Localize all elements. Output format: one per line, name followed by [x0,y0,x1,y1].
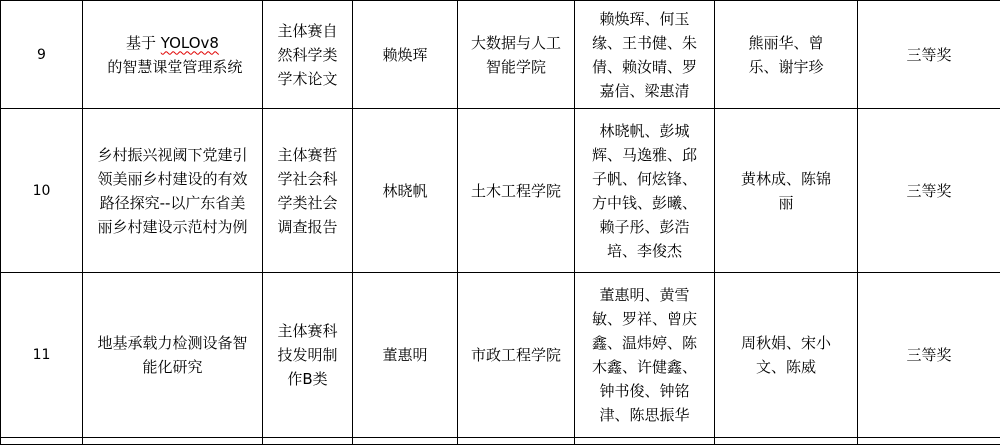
empty-cell [83,438,263,445]
title-suffix: 的智慧课堂管理系统 [103,58,243,76]
row-number: 9 [1,1,83,109]
advisors: 周秋娟、宋小文、陈威 [715,273,858,438]
project-title: 地基承载力检测设备智能化研究 [83,273,263,438]
title-model-name: YOLOv8 [161,34,219,52]
empty-cell [458,438,575,445]
award-level: 三等奖 [858,273,1000,438]
project-leader: 林晓帆 [353,109,458,273]
empty-cell [858,438,1000,445]
empty-cell [1,438,83,445]
empty-cell [353,438,458,445]
project-leader: 赖焕珲 [353,1,458,109]
empty-cell [263,438,353,445]
title-prefix: 基于 [126,34,161,52]
empty-cell [575,438,715,445]
college: 市政工程学院 [458,273,575,438]
row-number: 11 [1,273,83,438]
project-title: 乡村振兴视阈下党建引领美丽乡村建设的有效路径探究--以广东省美丽乡村建设示范村为例 [83,109,263,273]
table-row [1,1,1000,109]
table-row [1,109,1000,273]
project-title [83,1,263,109]
college: 大数据与人工智能学院 [458,1,575,109]
competition-category: 主体赛自然科学类学术论文 [263,1,353,109]
college: 土木工程学院 [458,109,575,273]
table-row [1,273,1000,438]
row-number: 10 [1,109,83,273]
project-leader: 董惠明 [353,273,458,438]
table-row-partial [1,438,1000,445]
team-members: 董惠明、黄雪敏、罗祥、曾庆鑫、温炜婷、陈木鑫、许健鑫、钟书俊、钟铭津、陈思振华 [575,273,715,438]
advisors: 熊丽华、曾乐、谢宇珍 [715,1,858,109]
empty-cell [715,438,858,445]
award-level: 三等奖 [858,1,1000,109]
competition-category: 主体赛哲学社会科学类社会调查报告 [263,109,353,273]
competition-category: 主体赛科技发明制作B类 [263,273,353,438]
team-members: 赖焕珲、何玉缘、王书健、朱倩、赖汝晴、罗嘉信、梁惠清 [575,1,715,109]
team-members: 林晓帆、彭城辉、马逸雅、邱子帆、何炫锋、方中钱、彭曦、赖子彤、彭浩培、李俊杰 [575,109,715,273]
advisors: 黄林成、陈锦丽 [715,109,858,273]
award-level: 三等奖 [858,109,1000,273]
